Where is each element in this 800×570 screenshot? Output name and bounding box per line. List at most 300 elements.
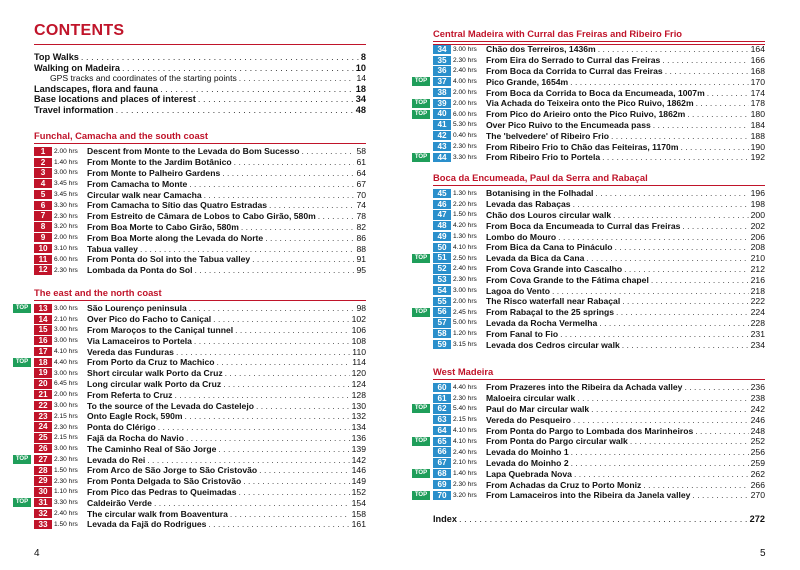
walk-name: From Fanal to Fio	[486, 328, 559, 339]
walk-duration: 2.50 hrs	[453, 254, 477, 262]
entry-label: Landscapes, flora and fauna	[34, 83, 159, 94]
top-badge: TOP	[412, 77, 430, 86]
walk-page: 166	[750, 55, 765, 66]
walk-entry[interactable]	[34, 400, 366, 411]
entry-label: GPS tracks and coordinates of the starting points	[50, 73, 237, 83]
walk-entry[interactable]	[34, 389, 366, 400]
walk-name: From Boa Morte to Cabo Girão, 580m	[87, 221, 239, 232]
leader-dots	[651, 275, 749, 285]
walk-entry[interactable]	[34, 254, 366, 265]
walk-name: Circular walk near Camacha	[87, 189, 202, 200]
leader-dots	[269, 200, 354, 210]
walk-number: 30	[34, 487, 52, 496]
walk-page: 168	[750, 65, 765, 76]
walk-number: 37	[433, 77, 451, 86]
walk-number: 29	[34, 476, 52, 485]
walk-entry[interactable]	[433, 242, 765, 253]
walk-entry[interactable]	[15, 454, 366, 465]
walk-name: From Boca da Corrida to Curral das Freiras	[486, 65, 663, 76]
walk-entry[interactable]	[34, 146, 366, 157]
walk-name: From Pico do Arieiro onto the Pico Ruivo, 1862m	[486, 109, 686, 120]
walk-entry[interactable]	[433, 231, 765, 242]
walk-number: 5	[34, 190, 52, 199]
walk-entry[interactable]	[34, 157, 366, 168]
walk-entry[interactable]	[34, 211, 366, 222]
section-title: Boca da Encumeada, Paul da Serra and Rabaçal	[433, 172, 765, 186]
section-east-north	[15, 287, 366, 530]
walk-name: Levada do Moinho 1	[486, 447, 569, 458]
frontmatter-list	[34, 52, 366, 115]
entry-page: 8	[360, 52, 366, 62]
walk-entry[interactable]	[433, 210, 765, 221]
walk-entry[interactable]	[34, 189, 366, 200]
walk-page: 262	[750, 468, 765, 479]
walk-entry[interactable]	[433, 274, 765, 285]
walk-page: 139	[351, 443, 366, 454]
section-encumeada	[414, 172, 765, 350]
walk-duration: 1.50 hrs	[54, 466, 78, 474]
leader-dots	[707, 88, 749, 98]
walk-entry[interactable]	[433, 328, 765, 339]
walk-page: 58	[356, 146, 366, 157]
top-badge: TOP	[412, 110, 430, 119]
walk-name: From Rabaçal to the 25 springs	[486, 307, 614, 318]
walk-entry[interactable]	[34, 232, 366, 243]
walk-entry[interactable]	[34, 222, 366, 233]
walk-number: 28	[34, 466, 52, 475]
walk-entry[interactable]	[433, 479, 765, 490]
walk-entry[interactable]	[34, 465, 366, 476]
leader-dots	[573, 415, 749, 425]
walk-page: 188	[750, 130, 765, 141]
leader-dots	[239, 73, 355, 84]
walk-entry[interactable]	[433, 66, 765, 77]
walk-number: 35	[433, 56, 451, 65]
walk-entry[interactable]	[433, 339, 765, 350]
walk-name: Fajã da Rocha do Navio	[87, 432, 184, 443]
walk-duration: 3.30 hrs	[54, 499, 78, 507]
walk-page: 110	[352, 346, 366, 357]
walk-entry[interactable]	[34, 325, 366, 336]
section-central	[414, 28, 765, 163]
leader-dots	[302, 146, 355, 156]
walk-entry[interactable]	[414, 436, 765, 447]
walk-number: 13	[34, 304, 52, 313]
walk-entry[interactable]	[433, 199, 765, 210]
walk-page: 74	[356, 200, 366, 211]
walk-entry[interactable]	[414, 98, 765, 109]
walk-duration: 0.40 hrs	[453, 132, 477, 140]
walk-number: 6	[34, 201, 52, 210]
walk-page: 246	[750, 414, 765, 425]
walk-name: Via Lamaceiros to Portela	[87, 335, 192, 346]
walk-page: 108	[351, 335, 366, 346]
walk-duration: 2.40 hrs	[453, 265, 477, 273]
walk-number: 16	[34, 336, 52, 345]
leader-dots	[243, 476, 349, 486]
walk-number: 26	[34, 444, 52, 453]
leader-dots	[599, 318, 748, 328]
leader-dots	[204, 190, 355, 200]
walk-entry[interactable]	[34, 200, 366, 211]
leader-dots	[552, 286, 749, 296]
walk-entry[interactable]	[433, 382, 765, 393]
walk-duration: 1.20 hrs	[453, 330, 477, 338]
frontmatter-entry[interactable]	[34, 63, 366, 74]
leader-dots	[591, 404, 748, 414]
walk-page: 270	[750, 490, 765, 501]
walk-page: 234	[750, 339, 765, 350]
walk-name: Caldeirão Verde	[87, 497, 152, 508]
walk-number: 60	[433, 383, 451, 392]
walk-page: 259	[750, 457, 765, 468]
walk-name: Over Pico do Facho to Caniçal	[87, 314, 212, 325]
walk-entry[interactable]	[414, 490, 765, 501]
walk-page: 91	[356, 254, 366, 265]
walk-name: Short circular walk Porto da Cruz	[87, 368, 223, 379]
walk-page: 164	[750, 44, 765, 55]
walk-page: 190	[750, 141, 765, 152]
walk-page: 134	[351, 422, 366, 433]
walk-entry[interactable]	[433, 87, 765, 98]
walk-name: Levada da Bica da Cana	[486, 253, 585, 264]
leader-dots	[687, 109, 748, 119]
walk-duration: 3.00 hrs	[54, 337, 78, 345]
walk-duration: 3.45 hrs	[54, 180, 78, 188]
leader-dots	[265, 233, 354, 243]
walk-entry[interactable]	[34, 508, 366, 519]
leader-dots	[185, 411, 350, 421]
leader-dots	[570, 77, 748, 87]
walk-page: 61	[356, 157, 366, 168]
frontmatter-entry[interactable]	[34, 94, 366, 105]
frontmatter-entry[interactable]	[34, 73, 366, 84]
walk-page: 224	[750, 307, 765, 318]
walk-number: 18	[34, 358, 52, 367]
leader-dots	[252, 254, 354, 264]
leader-dots	[189, 303, 355, 313]
walk-name: Levada do Rei	[87, 454, 146, 465]
leader-dots	[653, 120, 749, 130]
walk-number: 69	[433, 480, 451, 489]
section-title: The east and the north coast	[34, 287, 366, 301]
walk-page: 161	[351, 519, 366, 530]
walk-name: From Lamaceiros into the Ribeira da Janela valley	[486, 490, 691, 501]
walk-duration: 4.10 hrs	[54, 348, 78, 356]
walk-number: 11	[34, 255, 52, 264]
walk-page: 78	[356, 211, 366, 222]
walk-duration: 4.10 hrs	[453, 437, 477, 445]
walk-page: 208	[750, 242, 765, 253]
leader-dots	[560, 329, 749, 339]
walk-entry[interactable]	[414, 468, 765, 479]
walk-entry[interactable]	[433, 425, 765, 436]
leader-dots	[611, 131, 749, 141]
frontmatter-entry[interactable]	[34, 84, 366, 95]
walk-entry[interactable]	[34, 346, 366, 357]
walk-number: 50	[433, 243, 451, 252]
walk-name: The 'belvedere' of Ribeiro Frio	[486, 130, 609, 141]
walk-duration: 3.20 hrs	[453, 491, 477, 499]
walk-page: 152	[351, 486, 366, 497]
walk-duration: 3.15 hrs	[453, 341, 477, 349]
walk-entry[interactable]	[34, 433, 366, 444]
walk-page: 198	[750, 199, 765, 210]
leader-dots	[680, 142, 748, 152]
walk-duration: 3.00 hrs	[54, 402, 78, 410]
walk-page: 222	[750, 296, 765, 307]
walk-number: 57	[433, 318, 451, 327]
walk-number: 70	[433, 491, 451, 500]
walk-name: Long circular walk Porto da Cruz	[87, 378, 222, 389]
walk-number: 51	[433, 253, 451, 262]
walk-page: 252	[750, 436, 765, 447]
walk-entry[interactable]	[34, 422, 366, 433]
walk-duration: 2.00 hrs	[54, 391, 78, 399]
walk-duration: 1.10 hrs	[54, 488, 78, 496]
walk-entry[interactable]	[414, 76, 765, 87]
walk-name: Vereda das Funduras	[87, 346, 174, 357]
walk-entry[interactable]	[34, 265, 366, 276]
frontmatter-entry[interactable]	[34, 52, 366, 63]
walk-number: 3	[34, 168, 52, 177]
top-badge: TOP	[412, 437, 430, 446]
walk-name: Maloeira circular walk	[486, 393, 576, 404]
walk-number: 23	[34, 412, 52, 421]
leader-dots	[234, 157, 355, 167]
walk-duration: 1.50 hrs	[54, 520, 78, 528]
walk-duration: 1.50 hrs	[453, 211, 477, 219]
top-badge: TOP	[412, 404, 430, 413]
walk-entry[interactable]	[433, 318, 765, 329]
walk-duration: 2.30 hrs	[54, 477, 78, 485]
walk-page: 106	[351, 324, 366, 335]
walk-page: 95	[356, 265, 366, 276]
walk-number: 53	[433, 275, 451, 284]
walk-duration: 2.00 hrs	[54, 147, 78, 155]
leader-dots	[573, 199, 749, 209]
walk-entry[interactable]	[433, 414, 765, 425]
leader-dots	[174, 390, 349, 400]
walk-name: Levada dos Cedros circular walk	[486, 339, 620, 350]
walk-entry[interactable]	[34, 168, 366, 179]
walk-entry[interactable]	[15, 497, 366, 508]
walk-number: 15	[34, 325, 52, 334]
walk-entry[interactable]	[34, 243, 366, 254]
walk-duration: 5.00 hrs	[453, 319, 477, 327]
leader-dots	[218, 444, 349, 454]
walk-entry[interactable]	[34, 411, 366, 422]
walk-duration: 2.30 hrs	[54, 456, 78, 464]
leader-dots	[577, 393, 748, 403]
walk-number: 17	[34, 347, 52, 356]
walk-page: 192	[750, 152, 765, 163]
walk-page: 256	[750, 447, 765, 458]
walk-entry[interactable]	[433, 393, 765, 404]
top-badge: TOP	[412, 308, 430, 317]
walk-name: Lagoa do Vento	[486, 285, 550, 296]
walk-entry[interactable]	[414, 152, 765, 163]
leader-dots	[195, 265, 355, 275]
walk-number: 38	[433, 88, 451, 97]
walk-entry[interactable]	[414, 307, 765, 318]
walk-duration: 3.30 hrs	[453, 153, 477, 161]
walk-entry[interactable]	[414, 109, 765, 120]
walk-duration: 6.00 hrs	[453, 110, 477, 118]
walk-entry[interactable]	[34, 476, 366, 487]
walk-number: 34	[433, 45, 451, 54]
walk-duration: 2.40 hrs	[453, 67, 477, 75]
walk-entry[interactable]	[15, 303, 366, 314]
walk-number: 65	[433, 437, 451, 446]
walk-page: 206	[750, 231, 765, 242]
walk-entry[interactable]	[433, 296, 765, 307]
walk-entry[interactable]	[34, 519, 366, 530]
entry-page: 18	[355, 83, 366, 94]
walk-duration: 3.00 hrs	[54, 169, 78, 177]
walk-duration: 2.30 hrs	[453, 276, 477, 284]
walk-name: Vereda do Pesqueiro	[486, 414, 572, 425]
leader-dots	[616, 307, 749, 317]
leader-dots	[259, 465, 349, 475]
walk-name: From Camacha to Monte	[87, 178, 188, 189]
walk-number: 39	[433, 99, 451, 108]
walk-name: From Pico das Pedras to Queimadas	[87, 486, 237, 497]
index-entry[interactable]	[433, 514, 765, 525]
walk-duration: 2.40 hrs	[54, 510, 78, 518]
walk-name: Chão dos Louros circular walk	[486, 209, 612, 220]
page-number-left: 4	[34, 548, 40, 559]
walk-entry[interactable]	[34, 443, 366, 454]
walk-page: 146	[351, 465, 366, 476]
walk-entry[interactable]	[15, 357, 366, 368]
walk-entry[interactable]	[414, 403, 765, 415]
walk-entry[interactable]	[433, 264, 765, 275]
walk-duration: 4.40 hrs	[453, 383, 477, 391]
walk-number: 32	[34, 509, 52, 518]
walk-entry[interactable]	[433, 188, 765, 199]
leader-dots	[692, 490, 748, 500]
walk-entry[interactable]	[433, 141, 765, 152]
walk-number: 56	[433, 307, 451, 316]
walk-duration: 3.10 hrs	[54, 245, 78, 253]
walk-duration: 2.15 hrs	[54, 434, 78, 442]
leader-dots	[622, 296, 748, 306]
walk-name: From Ponta Delgada to São Cristovão	[87, 476, 242, 487]
top-badge: TOP	[13, 455, 31, 464]
top-badge: TOP	[412, 99, 430, 108]
walk-entry[interactable]	[433, 120, 765, 131]
walk-duration: 2.10 hrs	[54, 315, 78, 323]
walk-entry[interactable]	[433, 44, 765, 55]
walk-entry[interactable]	[414, 253, 765, 264]
walk-number: 22	[34, 401, 52, 410]
walk-entry[interactable]	[34, 368, 366, 379]
walk-entry[interactable]	[433, 285, 765, 296]
walk-duration: 2.20 hrs	[453, 200, 477, 208]
top-badge: TOP	[13, 304, 31, 313]
entry-page: 48	[355, 104, 366, 115]
leader-dots	[116, 105, 354, 116]
walk-page: 82	[356, 221, 366, 232]
walk-page: 236	[750, 382, 765, 393]
walk-name: The Caminho Real of São Jorge	[87, 443, 217, 454]
walk-duration: 1.40 hrs	[453, 470, 477, 478]
leader-dots	[186, 433, 350, 443]
walk-entry[interactable]	[433, 458, 765, 469]
walk-entry[interactable]	[433, 55, 765, 66]
walk-name: The Risco waterfall near Rabaçal	[486, 296, 621, 307]
walk-number: 59	[433, 340, 451, 349]
walk-page: 218	[750, 285, 765, 296]
walk-entry[interactable]	[34, 487, 366, 498]
walk-number: 47	[433, 210, 451, 219]
walk-number: 67	[433, 458, 451, 467]
walk-number: 42	[433, 131, 451, 140]
walk-duration: 3.30 hrs	[54, 201, 78, 209]
walk-name: From Monte to the Jardim Botânico	[87, 157, 232, 168]
leader-dots	[459, 514, 748, 525]
walk-entry[interactable]	[34, 314, 366, 325]
walk-duration: 2.10 hrs	[453, 459, 477, 467]
walk-number: 12	[34, 265, 52, 274]
walk-number: 21	[34, 390, 52, 399]
walk-duration: 3.00 hrs	[54, 304, 78, 312]
walk-duration: 3.00 hrs	[54, 326, 78, 334]
index-label: Index	[433, 514, 457, 524]
walk-duration: 4.10 hrs	[453, 243, 477, 251]
walk-name: São Lourenço peninsula	[87, 303, 187, 314]
walk-entry[interactable]	[433, 447, 765, 458]
walk-page: 242	[750, 403, 765, 414]
walk-page: 196	[750, 188, 765, 199]
entry-page: 10	[355, 62, 366, 73]
walk-page: 70	[356, 189, 366, 200]
walk-number: 2	[34, 158, 52, 167]
walk-entry[interactable]	[34, 379, 366, 390]
walk-number: 44	[433, 153, 451, 162]
walk-entry[interactable]	[34, 178, 366, 189]
walk-entry[interactable]	[433, 220, 765, 231]
top-rule-left	[34, 44, 366, 45]
walk-number: 31	[34, 498, 52, 507]
walk-duration: 1.30 hrs	[453, 189, 477, 197]
top-badge: TOP	[13, 498, 31, 507]
walk-page: 120	[351, 368, 366, 379]
frontmatter-entry[interactable]	[34, 105, 366, 116]
leader-dots	[615, 242, 749, 252]
leader-dots	[147, 455, 349, 465]
walk-number: 58	[433, 329, 451, 338]
leader-dots	[230, 509, 350, 519]
leader-dots	[630, 436, 749, 446]
walk-number: 61	[433, 394, 451, 403]
walk-name: From Boa Morte along the Levada do Norte	[87, 232, 264, 243]
top-badge: TOP	[412, 491, 430, 500]
leader-dots	[198, 94, 354, 105]
walk-duration: 2.30 hrs	[453, 143, 477, 151]
walk-page: 248	[750, 425, 765, 436]
walk-entry[interactable]	[34, 335, 366, 346]
walk-page: 202	[750, 220, 765, 231]
walk-duration: 2.30 hrs	[453, 481, 477, 489]
leader-dots	[222, 168, 354, 178]
walk-entry[interactable]	[433, 130, 765, 141]
walk-number: 20	[34, 379, 52, 388]
walk-name: Via Achada do Teixeira onto the Pico Ruivo, 1862m	[486, 98, 694, 109]
walk-page: 212	[750, 263, 765, 274]
walk-number: 8	[34, 222, 52, 231]
